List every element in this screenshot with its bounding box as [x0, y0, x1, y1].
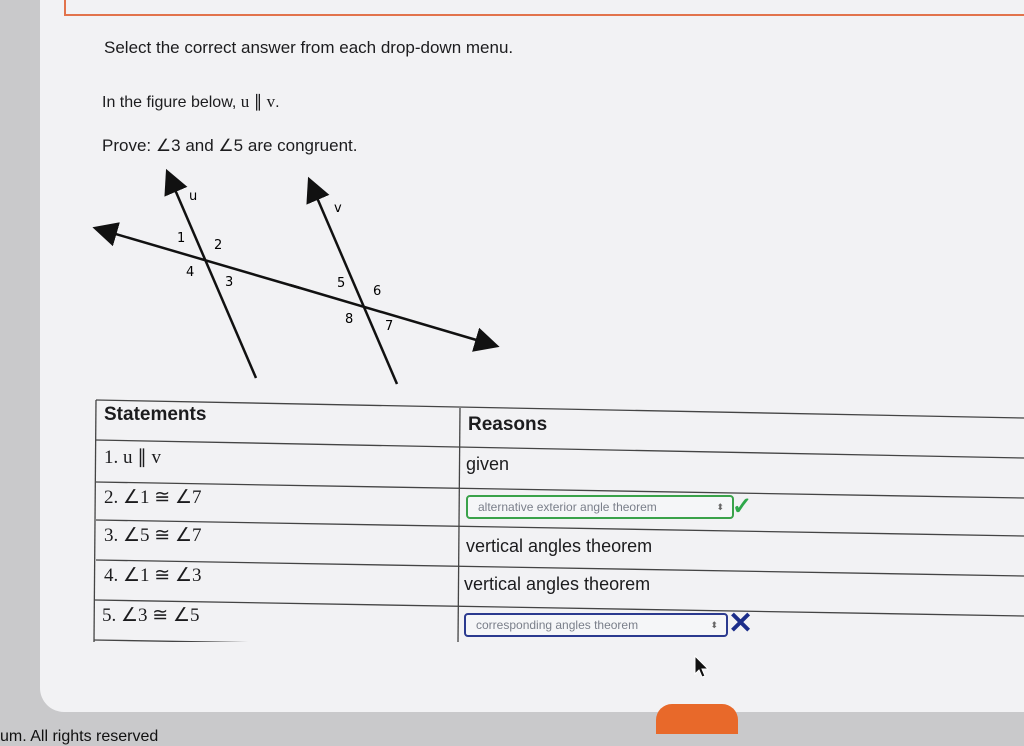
statement-text: u ∥ v	[123, 447, 161, 468]
angle-label-7: 7	[385, 319, 394, 334]
prove-angle-b: ∠5	[218, 136, 244, 155]
dropdown-selected-value: corresponding angles theorem	[476, 618, 639, 632]
statement-text: ∠1 ≅ ∠3	[123, 565, 202, 586]
row-number: 4.	[104, 565, 119, 586]
line-v-label: v	[266, 92, 276, 111]
parallel-symbol: ∥	[253, 92, 263, 111]
reasons-header: Reasons	[468, 414, 548, 435]
dropdown-selected-value: alternative exterior angle theorem	[478, 500, 657, 514]
dropdown-arrows-icon: ⬍	[710, 619, 718, 630]
line-u-label: u	[240, 92, 250, 111]
angle-label-6: 6	[373, 284, 382, 299]
row-number: 3.	[104, 525, 119, 546]
prove-and: and	[185, 136, 214, 155]
angle-label-4: 4	[186, 265, 195, 280]
statement-text: ∠5 ≅ ∠7	[123, 525, 202, 546]
reason-row-3: vertical angles theorem	[466, 536, 653, 556]
prove-angle-a: ∠3	[155, 136, 181, 155]
reason-row-4: vertical angles theorem	[464, 574, 651, 594]
statement-row-1	[104, 446, 161, 469]
correct-check-icon: ✓	[732, 493, 753, 520]
proof-table	[92, 396, 1024, 642]
angle-label-1: 1	[177, 231, 186, 246]
dropdown-arrows-icon: ⬍	[716, 501, 724, 512]
statement-row-3	[104, 524, 202, 547]
line-v	[312, 186, 397, 384]
transversal-right	[290, 285, 490, 344]
given-prefix: In the figure below,	[102, 94, 237, 111]
angle-label-2: 2	[214, 238, 223, 253]
angle-label-8: 8	[345, 312, 354, 327]
table-grid	[92, 396, 1024, 642]
footer-copyright: um. All rights reserved	[0, 728, 159, 745]
reason-row-1: given	[466, 454, 510, 474]
statement-text: ∠3 ≅ ∠5	[121, 605, 200, 626]
line-label-v: v	[334, 201, 342, 216]
angle-label-5: 5	[337, 276, 346, 291]
prove-suffix: are congruent.	[247, 136, 358, 155]
angle-label-3: 3	[225, 275, 234, 290]
given-suffix: .	[275, 94, 280, 111]
row-number: 5.	[102, 605, 117, 626]
submit-button-partial[interactable]	[656, 704, 738, 734]
statements-header: Statements	[104, 404, 207, 425]
incorrect-x-icon: ✕	[728, 607, 754, 640]
statement-row-4	[104, 564, 202, 587]
transversal-left	[102, 230, 300, 288]
prove-prefix: Prove:	[102, 136, 152, 155]
instruction-text: Select the correct answer from each drop-down menu.	[104, 38, 514, 57]
cursor-arrow-icon	[694, 655, 710, 679]
reason-dropdown-row-2[interactable]	[466, 495, 734, 519]
row-number: 1.	[104, 447, 119, 468]
statement-text: ∠1 ≅ ∠7	[123, 487, 202, 508]
statement-row-2	[104, 486, 202, 509]
line-u	[170, 178, 256, 378]
reason-dropdown-row-5[interactable]	[464, 613, 728, 637]
line-label-u: u	[189, 189, 198, 204]
statement-row-5	[102, 604, 200, 627]
row-number: 2.	[104, 487, 119, 508]
